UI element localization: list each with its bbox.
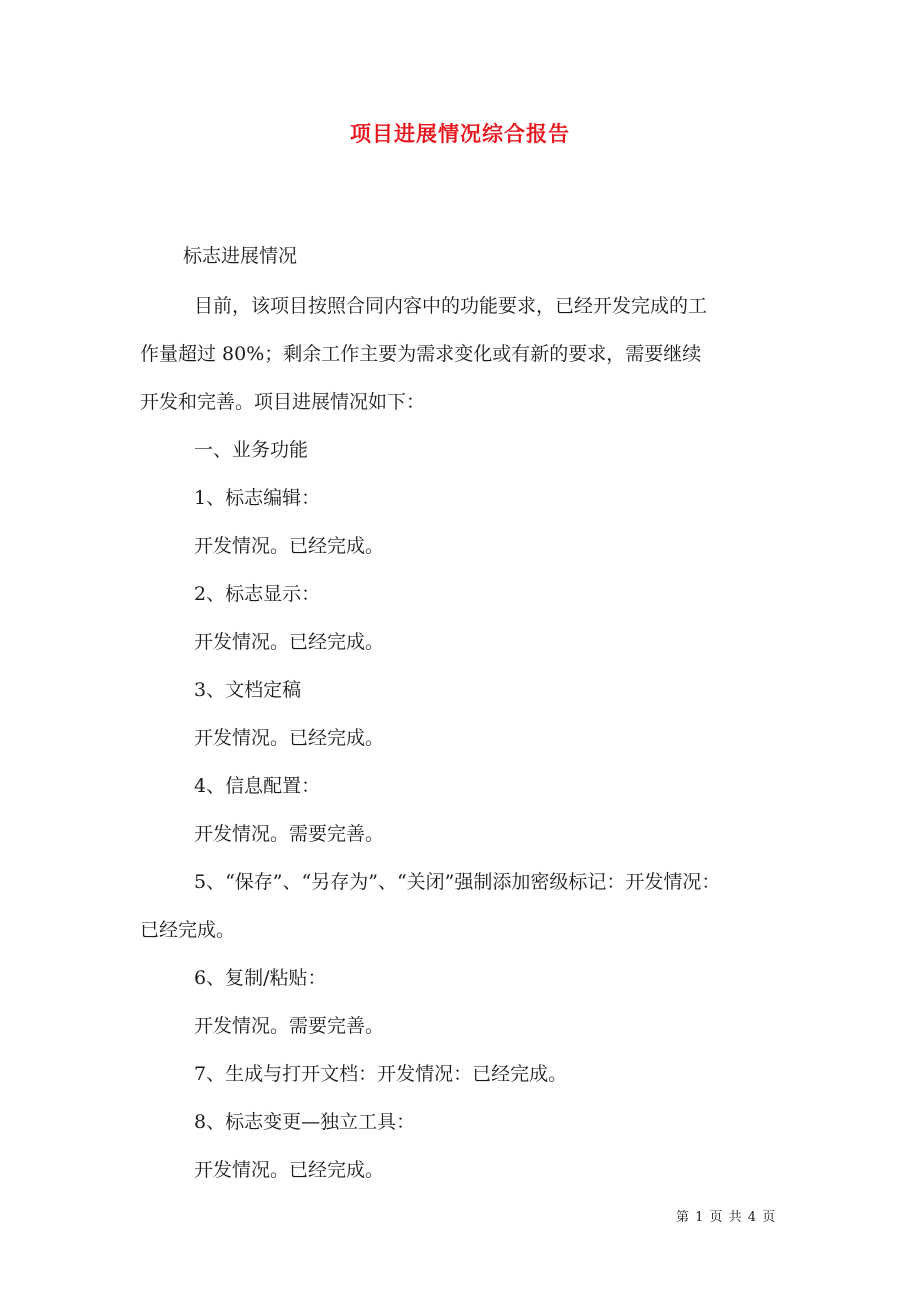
intro-line-1: 目前，该项目按照合同内容中的功能要求，已经开发完成的工 <box>194 295 708 317</box>
business-function-heading: 一、业务功能 <box>194 439 309 461</box>
item-label: 6、复制/粘贴： <box>194 967 327 989</box>
item5-line-1: 5、“保存”、“另存为”、“关闭”强制添加密级标记：开发情况： <box>194 871 721 893</box>
item7-line: 7、生成与打开文档：开发情况：已经完成。 <box>194 1063 568 1085</box>
item-label: 1、标志编辑： <box>194 487 321 509</box>
item-status: 开发情况。已经完成。 <box>194 535 385 557</box>
document-title: 项目进展情况综合报告 <box>350 121 570 146</box>
item-label: 2、标志显示： <box>194 583 321 605</box>
item-status: 开发情况。需要完善。 <box>194 1015 385 1037</box>
page-number: 第 1 页 共 4 页 <box>676 1210 777 1225</box>
item-status: 开发情况。已经完成。 <box>194 727 385 749</box>
item-status: 开发情况。已经完成。 <box>194 631 385 653</box>
item-label: 3、文档定稿 <box>194 679 302 701</box>
item-status: 开发情况。已经完成。 <box>194 1159 385 1181</box>
intro-line-2: 作量超过 80%；剩余工作主要为需求变化或有新的要求，需要继续 <box>140 343 702 365</box>
item5-line-2: 已经完成。 <box>140 919 236 941</box>
item-status: 开发情况。需要完善。 <box>194 823 385 845</box>
intro-line-3: 开发和完善。项目进展情况如下： <box>140 391 426 413</box>
section-heading: 标志进展情况 <box>183 245 298 267</box>
item-label: 8、标志变更—独立工具： <box>194 1111 416 1133</box>
item-label: 4、信息配置： <box>194 775 321 797</box>
